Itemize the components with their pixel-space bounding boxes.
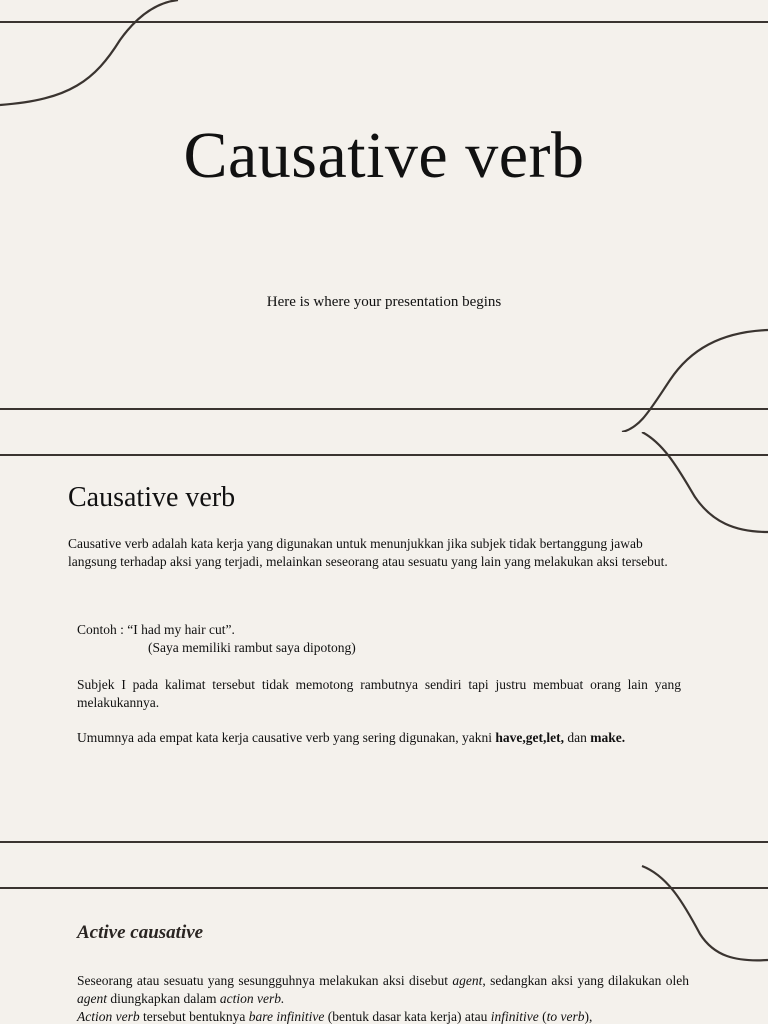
agent-term-2: agent xyxy=(77,991,107,1006)
action-text-3: ( xyxy=(538,1009,547,1024)
bottom-rule xyxy=(0,841,768,843)
common-verbs-list: have,get,let, xyxy=(495,730,564,745)
agent-paragraph xyxy=(77,972,689,1008)
curve-right xyxy=(642,432,768,532)
infinitive-term: infinitive xyxy=(490,1009,539,1024)
action-text-4: ), xyxy=(584,1009,593,1024)
top-rule xyxy=(0,21,768,23)
title-slide xyxy=(0,0,768,432)
agent-text-1: Seseorang atau sesuatu yang sesungguhnya melakukan aksi disebut xyxy=(77,973,453,988)
agent-text-2: , sedangkan aksi yang dilakukan oleh xyxy=(482,973,689,988)
slide-title: Causative verb xyxy=(68,482,236,513)
top-rule xyxy=(0,887,768,889)
presentation-subtitle: Here is where your presentation begins xyxy=(266,294,502,310)
slide-title: Active causative xyxy=(77,922,204,943)
definition-text: Causative verb adalah kata kerja yang digunakan untuk menunjukkan jika subjek tidak bertanggung jawab langsung terhadap aksi yang terjadi, melainkan seseorang atau sesuatu yang lain yang melakukan aksi tersebut. xyxy=(68,536,668,569)
curve-top-left xyxy=(0,0,178,105)
action-text-1: tersebut bentuknya xyxy=(139,1009,249,1024)
common-verbs-and: dan xyxy=(563,730,591,745)
common-verbs-note xyxy=(77,729,681,747)
definition-slide xyxy=(0,432,768,864)
action-verb-term-2: Action verb xyxy=(77,1009,140,1024)
action-text-2: (bentuk dasar kata kerja) atau xyxy=(324,1009,491,1024)
to-verb-term: to verb xyxy=(546,1009,585,1024)
decorative-curves xyxy=(0,0,768,432)
example-sentence: Contoh : “I had my hair cut”. xyxy=(77,622,235,637)
top-rule xyxy=(0,454,768,456)
agent-term: agent xyxy=(452,973,483,988)
active-causative-slide xyxy=(0,864,768,1024)
common-verbs-last: make. xyxy=(590,730,626,745)
agent-text-3: diungkapkan dalam xyxy=(107,991,220,1006)
bare-infinitive-term: bare infinitive xyxy=(248,1009,325,1024)
action-verb-term: action verb. xyxy=(219,991,285,1006)
example-translation: (Saya memiliki rambut saya dipotong) xyxy=(148,640,356,655)
common-verbs-prefix: Umumnya ada empat kata kerja causative verb yang sering digunakan, yakni xyxy=(77,730,496,745)
bottom-rule xyxy=(0,408,768,410)
presentation-title: Causative verb xyxy=(183,119,585,192)
action-verb-paragraph xyxy=(77,1008,689,1024)
subject-note: Subjek I pada kalimat tersebut tidak memotong rambutnya sendiri tapi justru membuat orang lain yang melakukannya. xyxy=(77,677,681,710)
curve-right xyxy=(622,330,768,432)
curve-right xyxy=(642,866,768,960)
